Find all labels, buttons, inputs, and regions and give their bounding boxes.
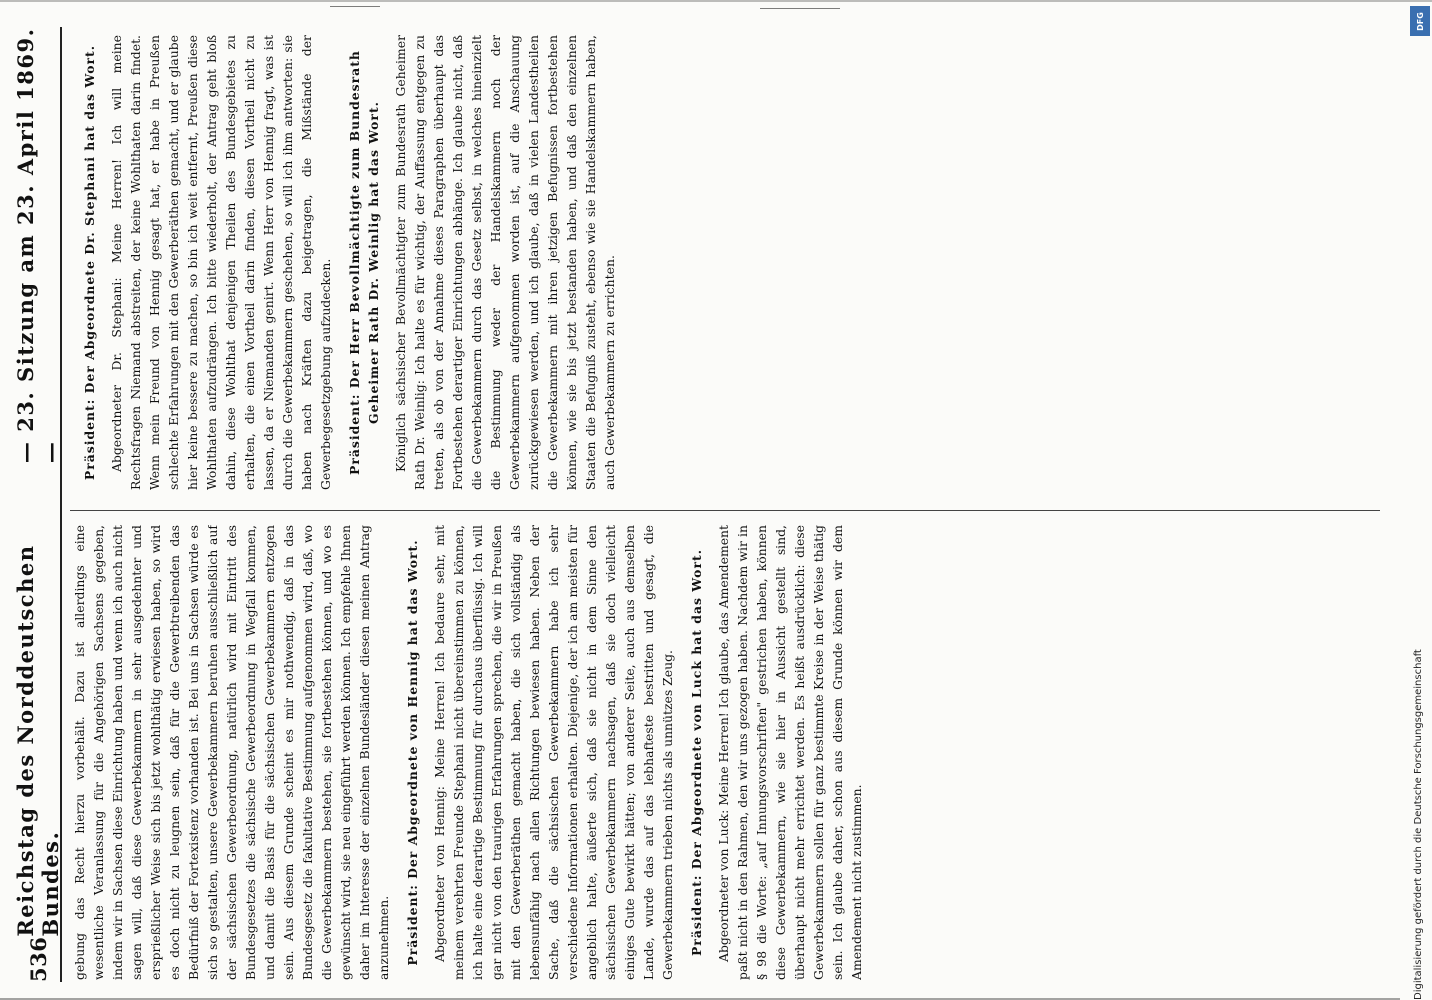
scan-mark — [330, 6, 380, 7]
scan-edge — [0, 0, 1432, 2]
left-column — [70, 525, 1390, 980]
left-heading: Präsident: Der Abgeordnete von Hennig hat das Wort. — [405, 539, 420, 966]
right-column — [70, 35, 1390, 490]
running-title: Reichstag des Norddeutschen Bundes. — [13, 544, 63, 937]
left-paragraph: gebung das Recht hierzu vorbehält. Dazu ist allerdings eine wesentliche Veranlassung für die Angehörigen Sachsens gegeben, indem wir in Sachsen diese Einrichtung haben und wenn ich auch nicht sagen will, daß diese Gewerbekammern in sehr ausgedehnter und ersprießlicher Weise sich bis jetzt wohlthätig erwiesen haben, so wird es doch nicht zu leugnen sein, daß für die Gewerbtreibenden das Bedürfniß der Fortexistenz vorhanden ist. Bei uns in Sachsen würde es sich so gestalten, unsere Gewerbekammern beruhen ausschließlich auf der sächsischen Gewerbeordnung, natürlich wird mit Eintritt des Bundesgesetzes die sächsische Gewerbeordnung in Wegfall kommen, und damit die Basis für die sächsischen Gewerbekammern entzogen sein. Aus diesem Grunde scheint es mir nothwendig, daß in das Bundesgesetz die fakultative Bestimmung aufgenommen wird, daß, wo die Gewerbekammern bestehen, sie fortbestehen können, und wo es gewünscht wird, sie neu eingeführt werden können. Ich empfehle Ihnen daher im Interesse der einzelnen Bundesländer diesen meinen Antrag anzunehmen. — [72, 525, 391, 980]
scan-mark — [760, 8, 840, 9]
left-paragraph: Abgeordneter von Hennig: Meine Herren! Ich bedaure sehr, mit meinem verehrten Freunde Stephani nicht übereinstimmen zu können, ich halte eine derartige Bestimmung für durchaus überflüssig. Ich will gar nicht von den traurigen Erfahrungen sprechen, die wir in Preußen mit den Gewerberäthen gemacht haben, die sich vollständig als lebensunfähig nach allen Richtungen bewiesen haben. Neben der Sache, daß die sächsischen Gewerbekammern habe ich sehr verschiedene Informationen erhalten. Diejenige, der ich am meisten für angeblich halte, äußerte sich, daß sie nicht in dem Sinne den sächsischen Gewerbekammern nachsagen, daß sie doch vielleicht einiges Gute bewirkt hätten; von anderer Seite, auch aus demselben Lande, wurde das auf das lebhafteste bestritten und gesagt, die Gewerbekammern trieben nichts als unnützes Zeug. — [432, 525, 675, 980]
left-heading: Präsident: Der Abgeordnete von Luck hat das Wort. — [689, 548, 704, 957]
page-header — [13, 27, 63, 982]
column-separator — [70, 510, 1380, 511]
digitization-watermark: Digitalisierung gefördert durch die Deutsche Forschungsgemeinschaft — [1413, 649, 1424, 1000]
dfg-logo: DFG — [1410, 6, 1430, 36]
right-heading: Präsident: Der Herr Bevollmächtigte zum Bundesrath Geheimer Rath Dr. Weinlig hat das Wort. — [347, 50, 381, 475]
session-line: — 23. Sitzung am 23. April 1869. — — [13, 27, 63, 464]
right-heading: Präsident: Der Abgeordnete Dr. Stephani hat das Wort. — [82, 44, 97, 481]
right-paragraph: Abgeordneter Dr. Stephani: Meine Herren! Ich will meine Rechtsfragen Niemand abstreiten, der keine Wohlthaten darin findet. Wenn mein Freund von Hennig gesagt hat, er habe in Preußen schlechte Erfahrungen mit den Gewerberäthen gemacht, und er glaube hier keine bessere zu machen, so bin ich weit entfernt, Preußen diese Wohlthaten aufzudrängen. Ich bitte wiederholt, der Antrag geht bloß dahin, diese Wohlthat denjenigen Theilen des Bundesgebietes zu erhalten, die einen Vortheil darin finden, diesen Vortheil nicht zu lassen, da er Niemanden genirt. Wenn Herr von Hennig fragt, was ist durch die Gewerbekammern geschehen, so will ich ihm antworten: sie haben nach Kräften dazu beigetragen, die Mißstände der Gewerbegesetzgebung aufzudecken. — [109, 35, 333, 490]
left-paragraph: Abgeordneter von Luck: Meine Herren! Ich glaube, das Amendement paßt nicht in den Rahmen, den wir uns gezogen haben. Nachdem wir in § 98 die Worte: „auf Innungsvorschriften" gestrichen haben, können diese Gewerbekammern, wie sie hier in Aussicht gestellt sind, überhaupt nicht mehr errichtet werden. Es heißt ausdrücklich: diese Gewerbekammern sollen für ganz bestimmte Kreise in der Weise thätig sein. Ich glaube daher, schon aus diesem Grunde können wir dem Amendement nicht zustimmen. — [716, 525, 864, 980]
page-number: 536 — [25, 936, 51, 982]
header-rule — [60, 27, 62, 982]
right-paragraph: Königlich sächsischer Bevollmächtigter zum Bundesrath Geheimer Rath Dr. Weinlig: Ich halte es für wichtig, der Auffassung entgegen zu treten, als ob von der Annahme dieses Paragraphen überhaupt das Fortbestehen derartiger Einrichtungen abhänge. Ich glaube nicht, daß die Gewerbekammern durch das Gesetz selbst, in welches hineinzielt die Bestimmung weder der Handelskammern noch der Gewerbekammern aufgenommen worden ist, auf die Anschauung zurückgewiesen werden, und ich glaube, daß in vielen Landestheilen die Gewerbekammern mit ihren jetzigen Befugnissen fortbestehen können, wie sie bis jetzt bestanden haben, und daß den einzelnen Staaten die Befugniß zusteht, ebenso wie sie Handelskammern haben, auch Gewerbekammern zu errichten. — [393, 35, 617, 490]
